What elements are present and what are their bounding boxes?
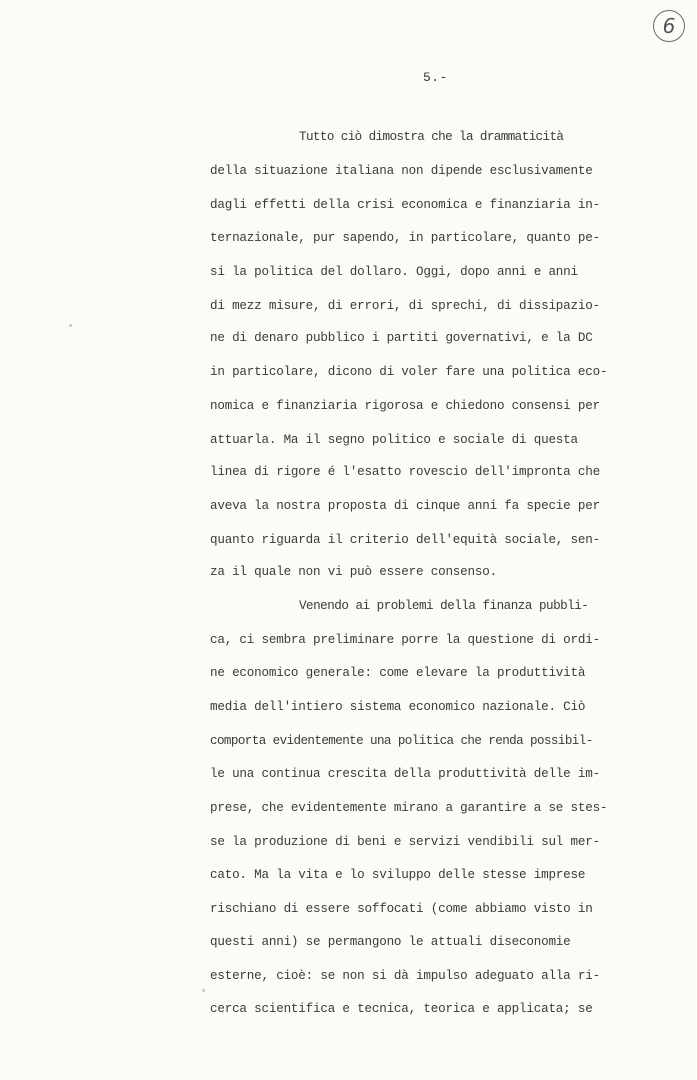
text-line: ne di denaro pubblico i partiti governativi, e la DC bbox=[210, 331, 593, 345]
margin-dot bbox=[202, 989, 205, 992]
text-line: di mezz misure, di errori, di sprechi, di dissipazio- bbox=[210, 299, 600, 313]
text-line: dagli effetti della crisi economica e finanziaria in- bbox=[210, 198, 600, 212]
text-line: Tutto ciò dimostra che la drammaticità bbox=[299, 130, 564, 144]
text-line: se la produzione di beni e servizi vendibili sul mer- bbox=[210, 835, 600, 849]
text-line: nomica e finanziaria rigorosa e chiedono consensi per bbox=[210, 399, 600, 413]
text-line: rischiano di essere soffocati (come abbiamo visto in bbox=[210, 902, 593, 916]
text-line: ternazionale, pur sapendo, in particolare, quanto pe- bbox=[210, 231, 600, 245]
text-line: media dell'intiero sistema economico nazionale. Ciò bbox=[210, 700, 586, 714]
text-line: le una continua crescita della produttività delle im- bbox=[210, 767, 600, 781]
page-stamp bbox=[653, 10, 685, 42]
text-line: aveva la nostra proposta di cinque anni fa specie per bbox=[210, 499, 600, 513]
text-line: ca, ci sembra preliminare porre la questione di ordi- bbox=[210, 633, 600, 647]
text-line: quanto riguarda il criterio dell'equità sociale, sen- bbox=[210, 533, 600, 547]
text-line: si la politica del dollaro. Oggi, dopo anni e anni bbox=[210, 265, 578, 279]
text-line: ne economico generale: come elevare la produttività bbox=[210, 666, 586, 680]
text-line: della situazione italiana non dipende esclusivamente bbox=[210, 164, 593, 178]
text-line: cerca scientifica e tecnica, teorica e applicata; se bbox=[210, 1002, 593, 1016]
text-line: cato. Ma la vita e lo sviluppo delle stesse imprese bbox=[210, 868, 586, 882]
page-number: 5.- bbox=[423, 70, 448, 85]
page-stamp-number: 6 bbox=[662, 14, 676, 38]
text-line: in particolare, dicono di voler fare una politica eco- bbox=[210, 365, 608, 379]
text-line: esterne, cioè: se non si dà impulso adeguato alla ri- bbox=[210, 969, 600, 983]
text-line: linea di rigore é l'esatto rovescio dell'impronta che bbox=[210, 465, 600, 479]
text-line: questi anni) se permangono le attuali diseconomie bbox=[210, 935, 571, 949]
margin-dot bbox=[69, 324, 72, 327]
text-line: attuarla. Ma il segno politico e sociale di questa bbox=[210, 433, 578, 447]
text-line: za il quale non vi può essere consenso. bbox=[210, 565, 497, 579]
text-line: Venendo ai problemi della finanza pubbli- bbox=[299, 599, 589, 613]
text-line: comporta evidentemente una politica che renda possibil- bbox=[210, 734, 593, 748]
text-line: prese, che evidentemente mirano a garantire a se stes- bbox=[210, 801, 608, 815]
